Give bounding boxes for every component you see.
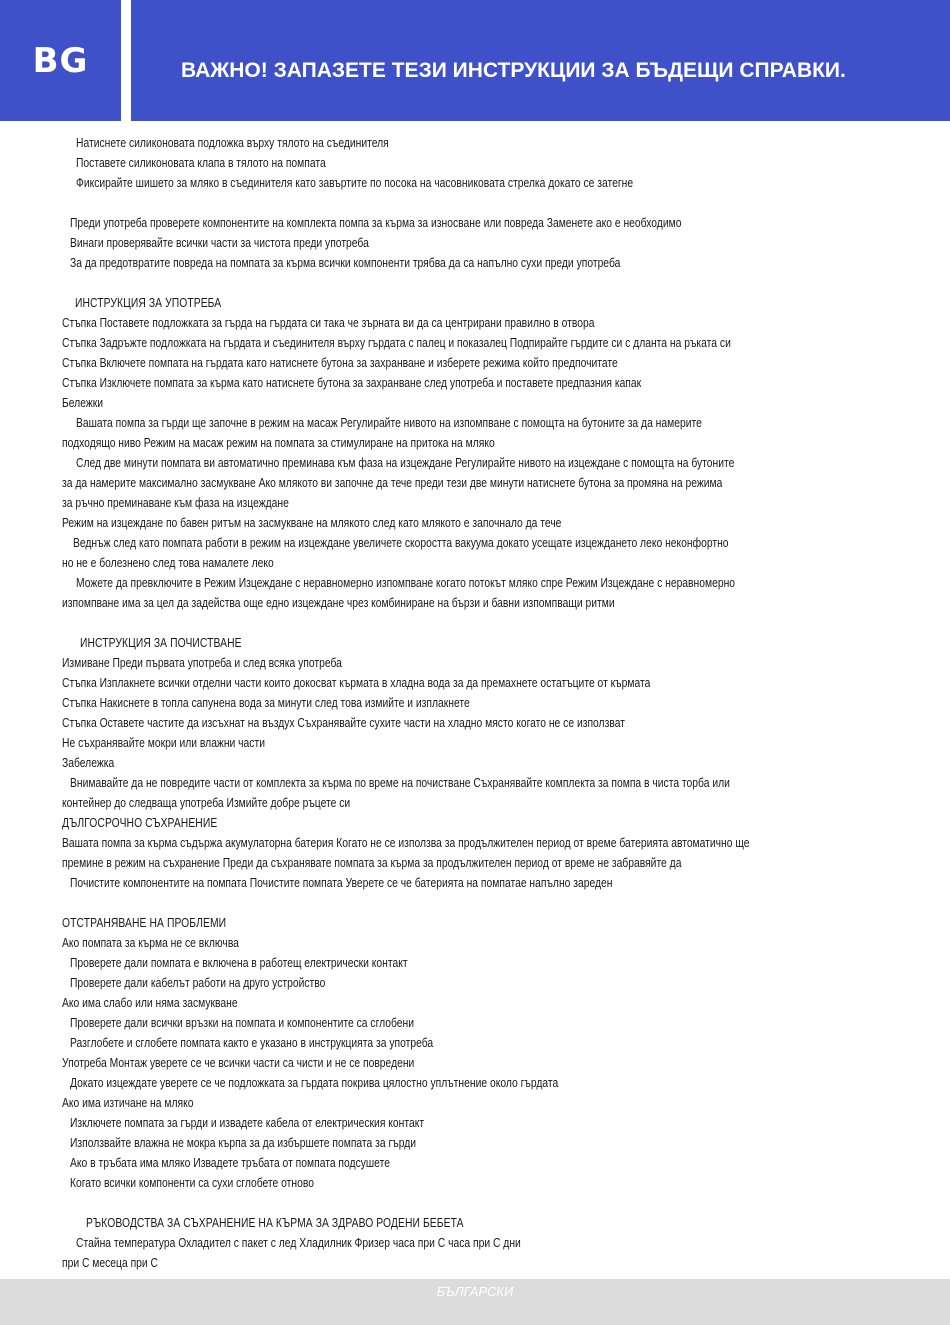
body-line: Почистите компонентите на помпата Почистите помпата Уверете се че батерията на помпатае напълно зареден [70, 876, 613, 890]
body-line: Докато изцеждате уверете се че подложката за гърдата покрива цялостно уплътнение около гърдата [70, 1076, 559, 1090]
body-line: контейнер до следваща употреба Измийте добре ръцете си [62, 796, 351, 810]
body-line: След две минути помпата ви автоматично преминава към фаза на изцеждане Регулирайте нивото на изцеждане с помощта на бутоните [76, 456, 735, 470]
step-line: Стъпка Включете помпата на гърдата като натиснете бутона за захранване и изберете режима който предпочитате [62, 356, 618, 370]
problem-line: Ако има изтичане на мляко [62, 1096, 194, 1110]
storage-table-row: при С месеца при С [62, 1256, 159, 1270]
body-line: изпомпване има за цел да задейства още едно изцеждане чрез комбиниране на бързи и бавни изпомпващи ритми [62, 596, 615, 610]
body-line: Натиснете силиконовата подложка върху тялото на съединителя [76, 136, 389, 150]
body-line: Поставете силиконовата клапа в тялото на помпата [76, 156, 326, 170]
body-line: Винаги проверявайте всички части за чистота преди употреба [70, 236, 369, 250]
problem-line: Ако има слабо или няма засмукване [62, 996, 238, 1010]
step-line: Стъпка Оставете частите да изсъхнат на въздух Съхранявайте сухите части на хладно място когато не се използват [62, 716, 625, 730]
body-line: Режим на изцеждане по бавен ритъм на засмукване на млякото след като млякото е започнало да тече [62, 516, 562, 530]
note-label: Забележка [62, 756, 115, 770]
body-line: Проверете дали помпата е включена в работещ електрически контакт [70, 956, 408, 970]
section-heading-storage: ДЪЛГОСРОЧНО СЪХРАНЕНИЕ [62, 816, 218, 830]
footer-language-label: БЪЛГАРСКИ [436, 1284, 514, 1299]
body-line: Проверете дали кабелът работи на друго устройство [70, 976, 326, 990]
body-line: премине в режим на съхранение Преди да съхранявате помпата за кърма за продължителен период от време не забравяйте да [62, 856, 682, 870]
body-line: Не съхранявайте мокри или влажни части [62, 736, 265, 750]
problem-line: Ако помпата за кърма не се включва [62, 936, 239, 950]
body-line: Фиксирайте шишето за мляко в съединителя като завъртите по посока на часовниковата стрелка докато се затегне [76, 176, 634, 190]
section-heading-milk-storage: РЪКОВОДСТВА ЗА СЪХРАНЕНИЕ НА КЪРМА ЗА ЗДРАВО РОДЕНИ БЕБЕТА [86, 1216, 464, 1230]
body-line: Използвайте влажна не мокра кърпа за да избършете помпата за гърди [70, 1136, 417, 1150]
step-line: Стъпка Изключете помпата за кърма като натиснете бутона за захранване след употреба и поставете предпазния капак [62, 376, 642, 390]
step-line: Стъпка Накиснете в топла сапунена вода за минути след това измийте и изплакнете [62, 696, 470, 710]
body-line: Употреба Монтаж уверете се че всички части са чисти и не се повредени [62, 1056, 415, 1070]
body-line: Изключете помпата за гърди и извадете кабела от електрическия контакт [70, 1116, 425, 1130]
body-line: Проверете дали всички връзки на помпата и компонентите са сглобени [70, 1016, 415, 1030]
body-line: Преди употреба проверете компонентите на комплекта помпа за кърма за износване или повреда Заменете ако е необходимо [70, 216, 682, 230]
body-line: Ако в тръбата има мляко Извадете тръбата от помпата подсушете [70, 1156, 390, 1170]
body-line: Веднъж след като помпата работи в режим на изцеждане увеличете скоростта вакуума докато усещате изцеждането леко неконфортно [73, 536, 729, 550]
body-line: За да предотвратите повреда на помпата за кърма всички компоненти трябва да са напълно сухи преди употреба [70, 256, 621, 270]
body-line: Внимавайте да не повредите части от комплекта за кърма по време на почистване Съхранявайте комплекта за помпа в чиста торба или [70, 776, 730, 790]
body-line: Вашата помпа за кърма съдържа акумулаторна батерия Когато не се използва за продължителен период от време батерията автоматично ще [62, 836, 750, 850]
step-line: Стъпка Поставете подложката за гърда на гърдата си така че зърната ви да са центрирани правилно в отвора [62, 316, 595, 330]
body-line: за ръчно преминаване към фаза на изцеждане [62, 496, 289, 510]
step-line: Стъпка Изплакнете всички отделни части които докосват кърмата в хладна вода за да премахнете остатъците от кърмата [62, 676, 651, 690]
body-line: Вашата помпа за гърди ще започне в режим на масаж Регулирайте нивото на изпомпване с помощта на бутоните за да намерите [76, 416, 702, 430]
section-heading-usage: ИНСТРУКЦИЯ ЗА УПОТРЕБА [75, 296, 222, 310]
body-line: Можете да превключите в Режим Изцеждане с неравномерно изпомпване когато потокът мляко спре Режим Изцеждане с неравномерно [76, 576, 736, 590]
storage-table-row: Стайна температура Охладител с пакет с лед Хладилник Фризер часа при С часа при С дни [76, 1236, 521, 1250]
notes-label: Бележки [62, 396, 104, 410]
language-code-logo: BG [32, 41, 89, 81]
body-line: Разглобете и сглобете помпата както е указано в инструкцията за употреба [70, 1036, 434, 1050]
body-line: за да намерите максимално засмукване Ако млякото ви започне да тече преди тези две минути натиснете бутона за промяна на режима [62, 476, 723, 490]
section-heading-troubleshooting: ОТСТРАНЯВАНЕ НА ПРОБЛЕМИ [62, 916, 227, 930]
step-line: Стъпка Задръжте подложката на гърдата и съединителя върху гърдата с палец и показалец Подпирайте гърдите си с дланта на ръката си [62, 336, 731, 350]
body-line: Когато всички компоненти са сухи сглобете отново [70, 1176, 314, 1190]
section-heading-cleaning: ИНСТРУКЦИЯ ЗА ПОЧИСТВАНЕ [80, 636, 242, 650]
body-line: но не е болезнено след това намалете леко [62, 556, 274, 570]
body-line: подходящо ниво Режим на масаж режим на помпата за стимулиране на притока на мляко [62, 436, 495, 450]
body-line: Измиване Преди първата употреба и след всяка употреба [62, 656, 342, 670]
page-title: ВАЖНО! ЗАПАЗЕТЕ ТЕЗИ ИНСТРУКЦИИ ЗА БЪДЕЩИ СПРАВКИ. [181, 59, 846, 82]
